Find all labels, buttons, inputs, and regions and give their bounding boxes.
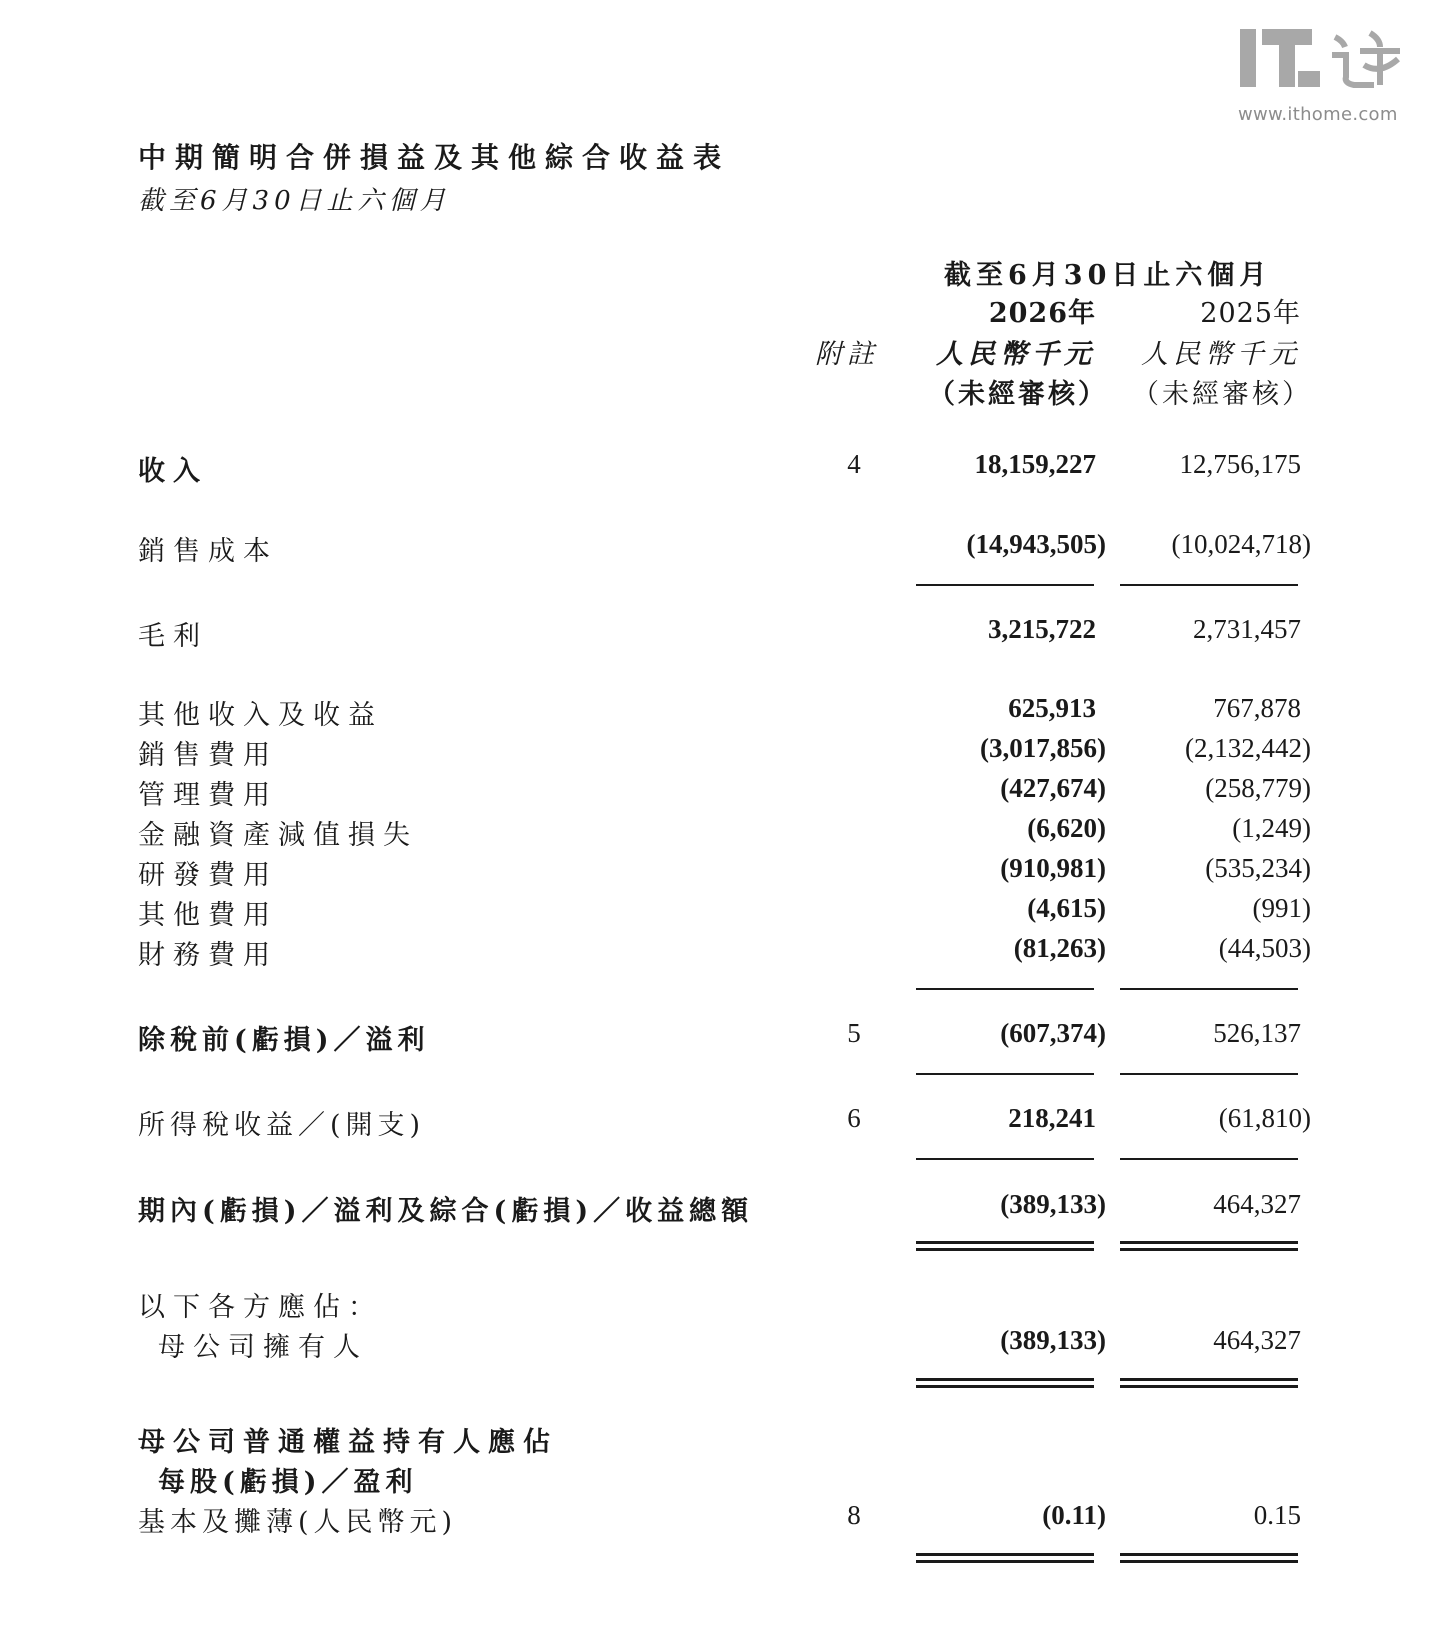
row-current-cost-of-sales: (14,943,505)	[966, 529, 1106, 559]
row-label-gross-profit: 毛利	[138, 621, 208, 652]
row-previous-other-expenses: (991)	[1252, 893, 1311, 923]
row-label-rd-expenses: 研發費用	[138, 860, 278, 891]
row-previous-other-income: 767,878	[1213, 693, 1301, 723]
current-audit-header: （未經審核）	[928, 379, 1108, 410]
row-label-other-income: 其他收入及收益	[138, 700, 383, 731]
row-current-income-tax: 218,241	[1008, 1103, 1096, 1133]
row-previous-income-tax: (61,810)	[1218, 1103, 1311, 1133]
double-underline	[916, 1378, 1094, 1388]
row-previous-basic-diluted: 0.15	[1253, 1500, 1301, 1530]
statement-subtitle: 截至6月30日止六個月	[138, 186, 451, 216]
double-underline	[1120, 1553, 1298, 1563]
double-underline	[1120, 1378, 1298, 1388]
double-underline	[1120, 1241, 1298, 1251]
row-label-eps-heading: 母公司普通權益持有人應佔	[138, 1427, 558, 1458]
row-label-admin-expenses: 管理費用	[138, 780, 278, 811]
ithome-logo	[1240, 25, 1410, 95]
watermark-url: www.ithome.com	[1238, 104, 1398, 125]
row-label-eps-subheading: 每股(虧損)／盈利	[158, 1467, 418, 1498]
underline	[1120, 988, 1298, 990]
note-header: 附註	[815, 339, 879, 370]
row-previous-finance-costs: (44,503)	[1218, 933, 1311, 963]
row-current-finance-costs: (81,263)	[1013, 933, 1106, 963]
row-previous-cost-of-sales: (10,024,718)	[1171, 529, 1311, 559]
row-label-impairment-loss: 金融資產減值損失	[138, 820, 418, 851]
underline	[1120, 1073, 1298, 1075]
previous-audit-header: （未經審核）	[1132, 379, 1312, 410]
underline	[916, 1158, 1094, 1160]
previous-year-header: 2025年	[1200, 298, 1301, 329]
row-label-selling-expenses: 銷售費用	[138, 740, 278, 771]
current-year-header: 2026年	[988, 298, 1096, 329]
row-label-other-expenses: 其他費用	[138, 900, 278, 931]
double-underline	[916, 1553, 1094, 1563]
row-note-basic-diluted: 8	[847, 1500, 861, 1530]
underline	[916, 988, 1094, 990]
row-label-basic-diluted: 基本及攤薄(人民幣元)	[138, 1507, 458, 1538]
current-currency-header: 人民幣千元	[936, 339, 1096, 370]
statement-title: 中期簡明合併損益及其他綜合收益表	[138, 141, 731, 174]
row-previous-gross-profit: 2,731,457	[1193, 614, 1301, 644]
underline	[1120, 1158, 1298, 1160]
row-current-revenue: 18,159,227	[974, 449, 1096, 479]
row-label-revenue: 收入	[138, 456, 208, 487]
row-current-rd-expenses: (910,981)	[1000, 853, 1106, 883]
row-previous-admin-expenses: (258,779)	[1205, 773, 1311, 803]
row-label-cost-of-sales: 銷售成本	[138, 536, 278, 567]
row-previous-total-comprehensive: 464,327	[1213, 1189, 1301, 1219]
row-label-pretax-result: 除稅前(虧損)／溢利	[138, 1025, 430, 1056]
row-note-income-tax: 6	[847, 1103, 861, 1133]
row-note-revenue: 4	[847, 449, 861, 479]
underline	[916, 584, 1094, 586]
row-current-owners-of-parent: (389,133)	[1000, 1325, 1106, 1355]
row-current-other-expenses: (4,615)	[1027, 893, 1106, 923]
underline	[916, 1073, 1094, 1075]
row-current-selling-expenses: (3,017,856)	[980, 733, 1106, 763]
previous-currency-header: 人民幣千元	[1141, 339, 1301, 370]
row-current-impairment-loss: (6,620)	[1027, 813, 1106, 843]
row-note-pretax-result: 5	[847, 1018, 861, 1048]
row-label-income-tax: 所得稅收益／(開支)	[138, 1110, 426, 1141]
row-previous-selling-expenses: (2,132,442)	[1185, 733, 1311, 763]
row-previous-pretax-result: 526,137	[1213, 1018, 1301, 1048]
row-current-admin-expenses: (427,674)	[1000, 773, 1106, 803]
period-header: 截至6月30日止六個月	[944, 260, 1272, 291]
row-current-pretax-result: (607,374)	[1000, 1018, 1106, 1048]
underline	[1120, 584, 1298, 586]
row-label-attributable-to: 以下各方應佔：	[138, 1292, 383, 1323]
row-current-gross-profit: 3,215,722	[988, 614, 1096, 644]
row-label-total-comprehensive: 期內(虧損)／溢利及綜合(虧損)／收益總額	[138, 1196, 754, 1227]
row-previous-impairment-loss: (1,249)	[1232, 813, 1311, 843]
row-previous-rd-expenses: (535,234)	[1205, 853, 1311, 883]
row-current-other-income: 625,913	[1008, 693, 1096, 723]
row-previous-revenue: 12,756,175	[1179, 449, 1301, 479]
double-underline	[916, 1241, 1094, 1251]
row-current-total-comprehensive: (389,133)	[1000, 1189, 1106, 1219]
row-label-owners-of-parent: 母公司擁有人	[158, 1332, 368, 1363]
row-previous-owners-of-parent: 464,327	[1213, 1325, 1301, 1355]
row-current-basic-diluted: (0.11)	[1042, 1500, 1106, 1530]
row-label-finance-costs: 財務費用	[138, 940, 278, 971]
